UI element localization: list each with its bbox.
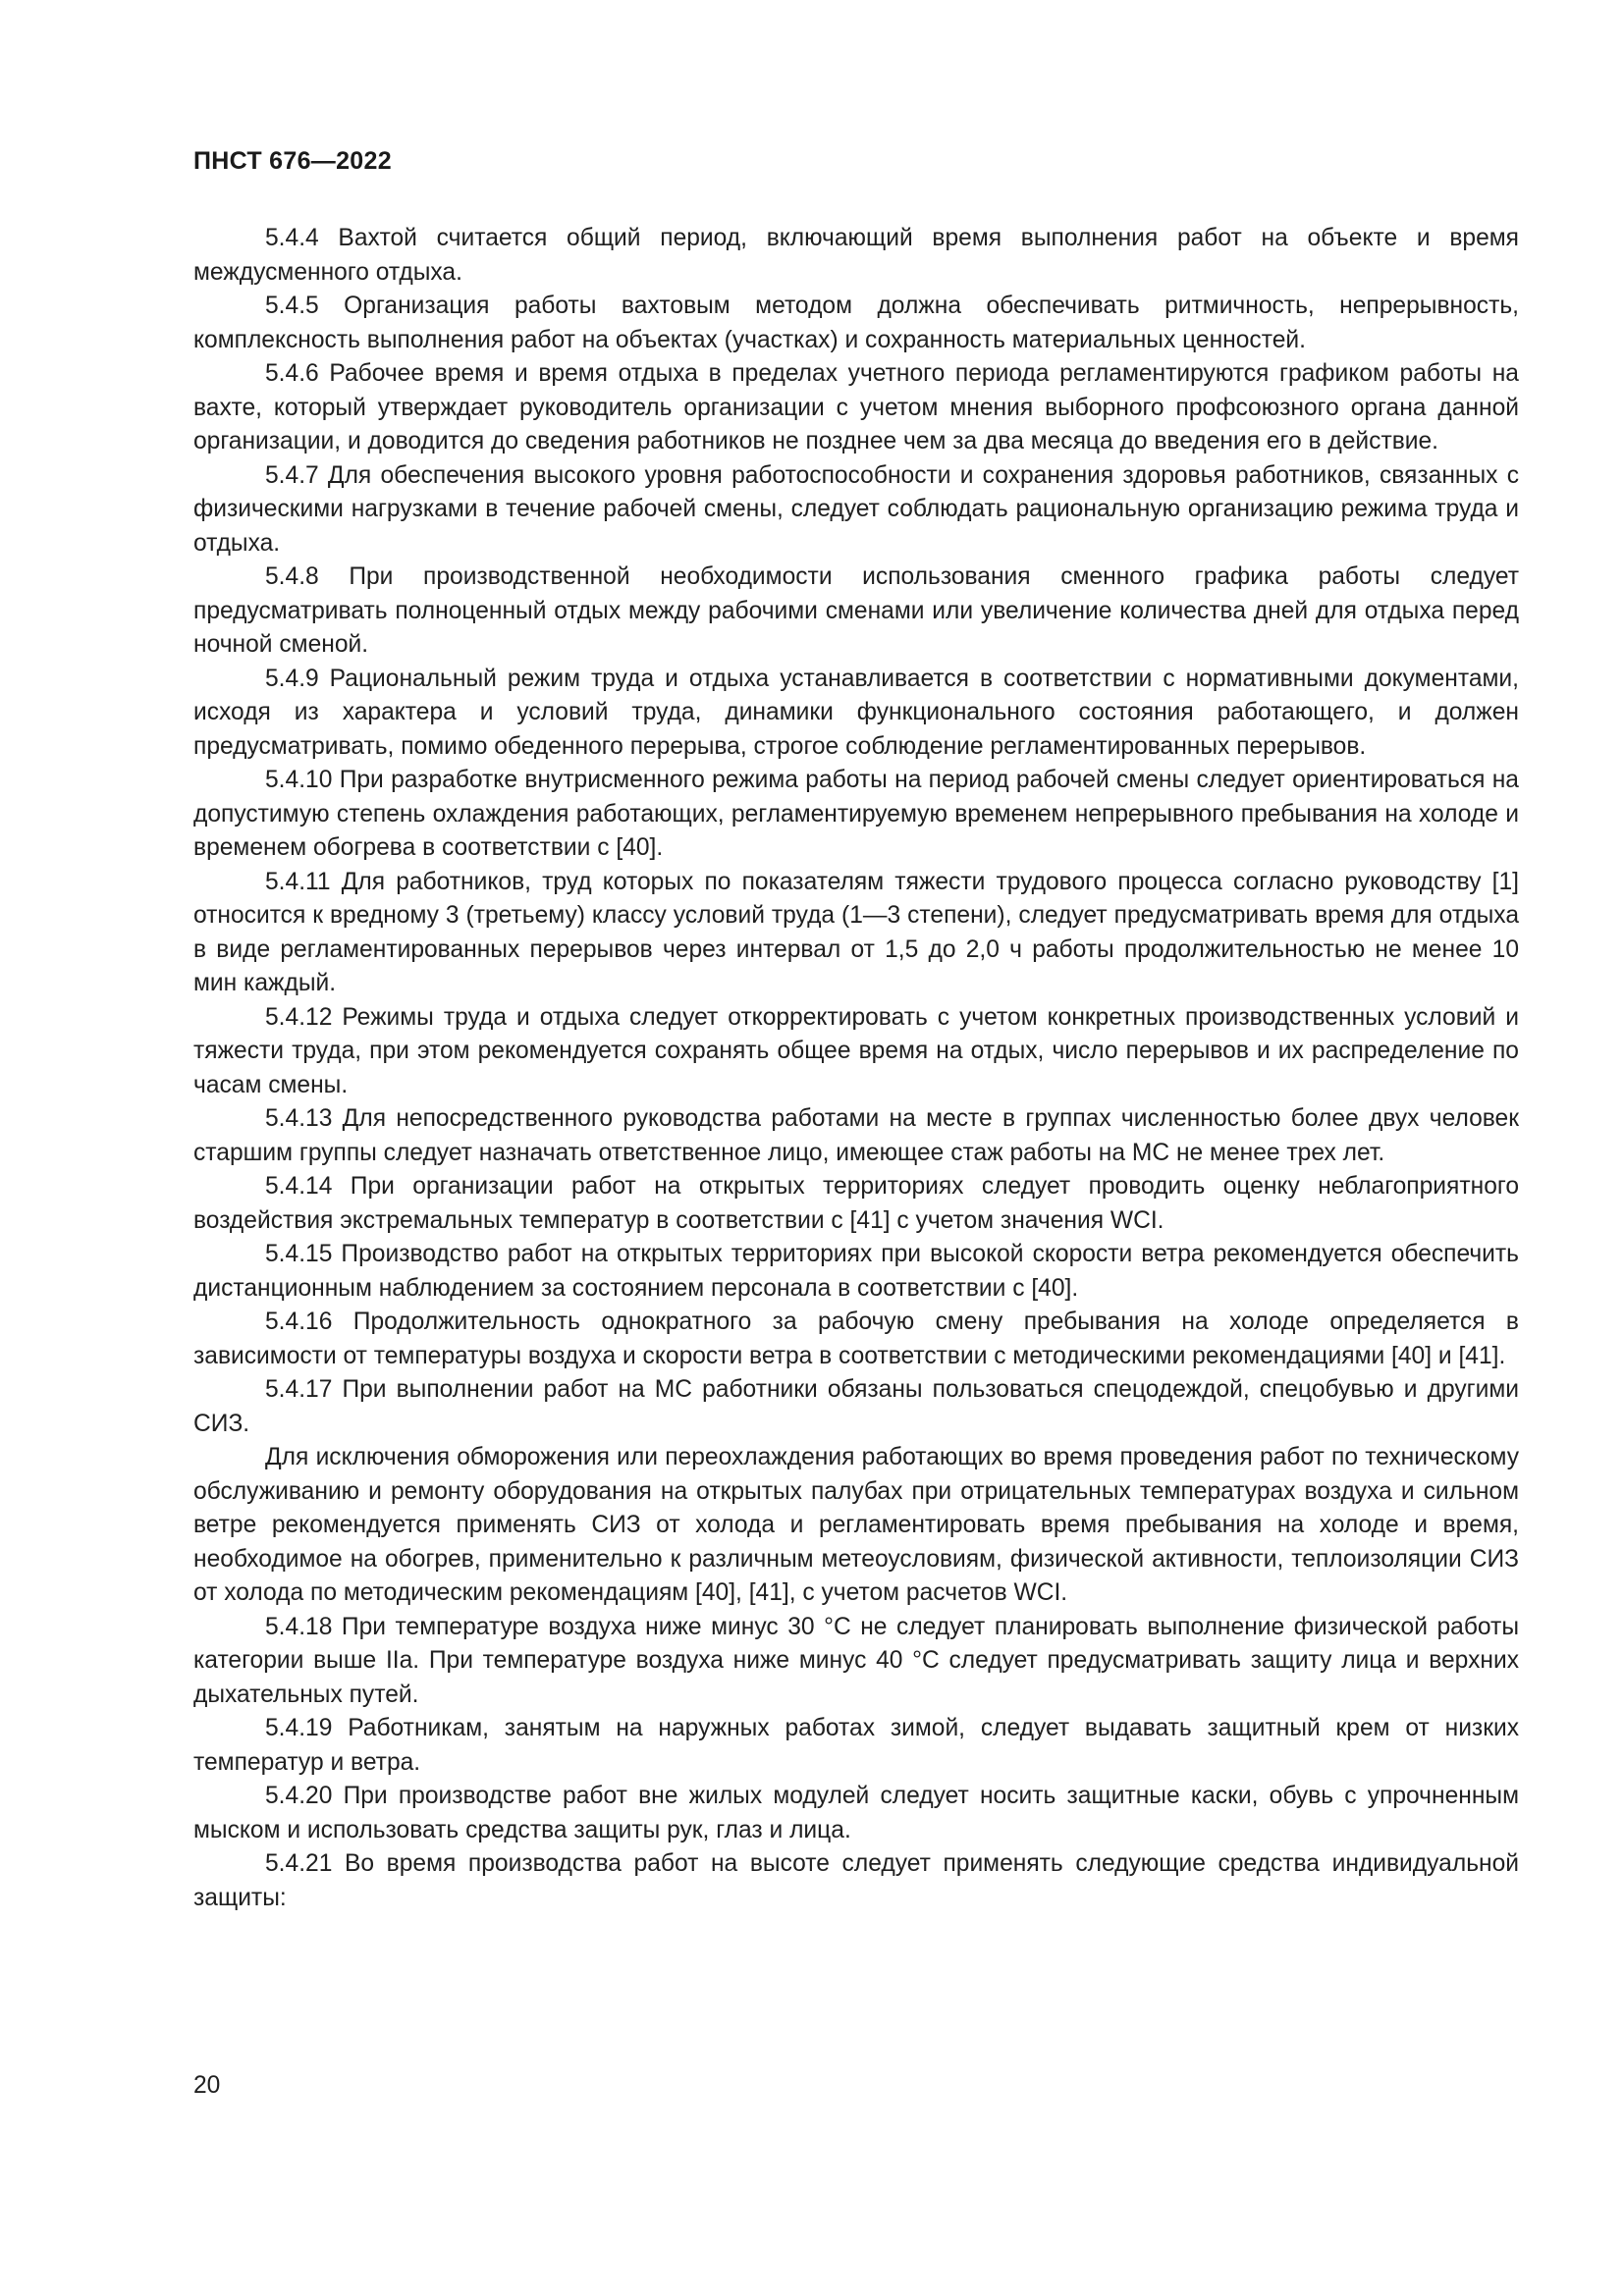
- paragraph-5-4-11: 5.4.11 Для работников, труд которых по показателям тяжести трудового процесса согласно руководству [1] относится к вредному 3 (третьему) классу условий труда (1—3 степени), следует предусматривать время для отдыха в виде регламентированных перерывов через интервал от 1,5 до 2,0 ч работы продолжительностью не менее 10 мин каждый.: [193, 868, 1519, 996]
- paragraph-5-4-9: 5.4.9 Рациональный режим труда и отдыха устанавливается в соответствии с нормативными документами, исходя из характера и условий труда, динамики функционального состояния работающего, и должен предусматривать, помимо обеденного перерыва, строгое соблюдение регламентированных перерывов.: [193, 665, 1519, 760]
- paragraph-5-4-17: 5.4.17 При выполнении работ на МС работники обязаны пользоваться спецодеждой, спецобувью и другими СИЗ.: [193, 1376, 1519, 1437]
- paragraph-5-4-15: 5.4.15 Производство работ на открытых территориях при высокой скорости ветра рекомендуется обеспечить дистанционным наблюдением за состоянием персонала в соответствии с [40].: [193, 1241, 1519, 1302]
- paragraph-5-4-12: 5.4.12 Режимы труда и отдыха следует откорректировать с учетом конкретных производственных условий и тяжести труда, при этом рекомендуется сохранять общее время на отдых, число перерывов и их распределение по часам смены.: [193, 1003, 1519, 1098]
- document-body: [193, 222, 1519, 1915]
- paragraph-5-4-5: 5.4.5 Организация работы вахтовым методом должна обеспечивать ритмичность, непрерывность, комплексность выполнения работ на объектах (участках) и сохранность материальных ценностей.: [193, 293, 1519, 353]
- paragraph-5-4-21: 5.4.21 Во время производства работ на высоте следует применять следующие средства индивидуальной защиты:: [193, 1850, 1519, 1911]
- page-number: 20: [193, 2072, 221, 2099]
- paragraph-5-4-19: 5.4.19 Работникам, занятым на наружных работах зимой, следует выдавать защитный крем от низких температур и ветра.: [193, 1715, 1519, 1776]
- document-code-header: ПНСТ 676—2022: [193, 147, 392, 175]
- paragraph-5-4-7: 5.4.7 Для обеспечения высокого уровня работоспособности и сохранения здоровья работников, связанных с физическими нагрузками в течение рабочей смены, следует соблюдать рациональную организацию режима труда и отдыха.: [193, 461, 1519, 557]
- paragraph-5-4-20: 5.4.20 При производстве работ вне жилых модулей следует носить защитные каски, обувь с упрочненным мыском и использовать средства защиты рук, глаз и лица.: [193, 1783, 1519, 1843]
- paragraph-5-4-16: 5.4.16 Продолжительность однократного за рабочую смену пребывания на холоде определяется в зависимости от температуры воздуха и скорости ветра в соответствии с методическими рекомендациями [40] и [41].: [193, 1308, 1519, 1369]
- paragraph-5-4-18: 5.4.18 При температуре воздуха ниже минус 30 °С не следует планировать выполнение физической работы категории выше IIа. При температуре воздуха ниже минус 40 °С следует предусматривать защиту лица и верхних дыхательных путей.: [193, 1613, 1519, 1708]
- paragraph-5-4-13: 5.4.13 Для непосредственного руководства работами на месте в группах численностью более двух человек старшим группы следует назначать ответственное лицо, имеющее стаж работы на МС не менее трех лет.: [193, 1105, 1519, 1166]
- paragraph-5-4-4: 5.4.4 Вахтой считается общий период, включающий время выполнения работ на объекте и время междусменного отдыха.: [193, 225, 1519, 286]
- paragraph-5-4-14: 5.4.14 При организации работ на открытых территориях следует проводить оценку неблагоприятного воздействия экстремальных температур в соответствии с [41] с учетом значения WCI.: [193, 1173, 1519, 1234]
- paragraph-5-4-10: 5.4.10 При разработке внутрисменного режима работы на период рабочей смены следует ориентироваться на допустимую степень охлаждения работающих, регламентируемую временем непрерывного пребывания на холоде и временем обогрева в соответствии с [40].: [193, 767, 1519, 861]
- paragraph-5-4-8: 5.4.8 При производственной необходимости использования сменного графика работы следует предусматривать полноценный отдых между рабочими сменами или увеличение количества дней для отдыха перед ночной сменой.: [193, 563, 1519, 658]
- paragraph-5-4-6: 5.4.6 Рабочее время и время отдыха в пределах учетного периода регламентируются графиком работы на вахте, который утверждает руководитель организации с учетом мнения выборного профсоюзного органа данной организации, и доводится до сведения работников не позднее чем за два месяца до введения его в действие.: [193, 360, 1519, 454]
- paragraph-5-4-17-continued: Для исключения обморожения или переохлаждения работающих во время проведения работ по техническому обслуживанию и ремонту оборудования на открытых палубах при отрицательных температурах воздуха и сильном ветре рекомендуется применять СИЗ от холода и регламентировать время пребывания на холоде и время, необходимое на обогрев, применительно к различным метеоусловиям, физической активности, теплоизоляции СИЗ от холода по методическим рекомендациям [40], [41], с учетом расчетов WCI.: [193, 1444, 1519, 1606]
